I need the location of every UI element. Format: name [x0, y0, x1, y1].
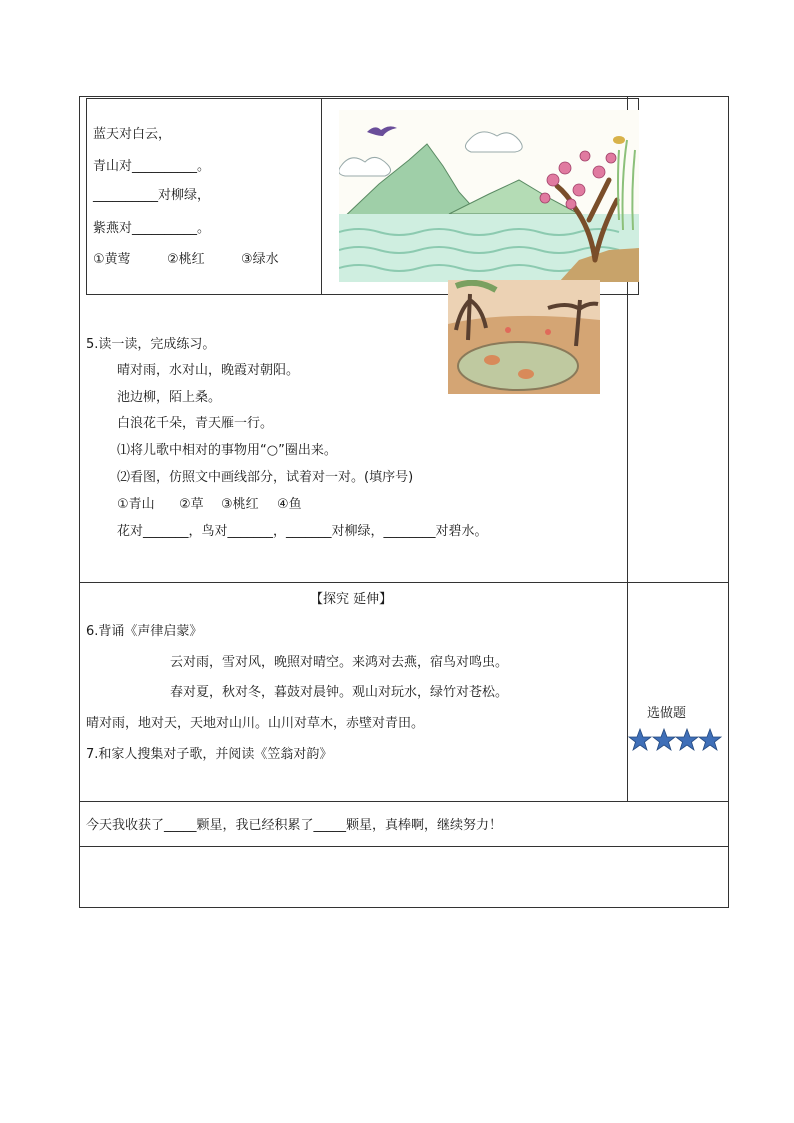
q6-line-2: 春对夏，秋对冬，暮鼓对晨钟。观山对玩水，绿竹对苍松。 [170, 685, 509, 700]
table-border-right [728, 96, 729, 907]
couplet-option-2: ②桃红 [167, 252, 205, 267]
table-border-left [79, 96, 80, 907]
couplet-line-3: __________对柳绿， [93, 188, 211, 203]
star-icon [675, 728, 699, 752]
row-divider-1 [79, 582, 729, 583]
row-divider-2 [79, 801, 729, 802]
q5-option-1: ①青山 [117, 497, 155, 512]
couplet-line-1: 蓝天对白云， [93, 127, 172, 142]
q5-task-1: ⑴将儿歌中相对的事物用“○”圈出来。 [117, 443, 337, 458]
couplet-line-4: 紫燕对__________。 [93, 221, 211, 236]
star-icon [698, 728, 722, 752]
section-header: 【探究 延伸】 [310, 592, 393, 607]
couplet-line-2: 青山对__________。 [93, 159, 211, 174]
q5-option-4: ④鱼 [277, 497, 302, 512]
q6-line-3: 晴对雨，地对天，天地对山川。山川对草木，赤壁对青田。 [86, 716, 425, 731]
summary-text: 今天我收获了_____颗星，我已经积累了_____颗星，真棒啊，继续努力！ [86, 818, 503, 833]
q7-text: 7.和家人搜集对子歌，并阅读《笠翁对韵》 [86, 747, 333, 762]
table-border-top [79, 96, 729, 97]
q5-poem-line-2: 池边柳，陌上桑。 [117, 390, 222, 405]
couplet-box-divider [321, 98, 322, 295]
row-divider-3 [79, 846, 729, 847]
pond-illustration [448, 280, 600, 394]
q5-poem-line-1: 晴对雨，水对山，晚霞对朝阳。 [117, 363, 300, 378]
q5-option-2: ②草 [179, 497, 204, 512]
q5-option-3: ③桃红 [221, 497, 259, 512]
star-icon [628, 728, 652, 752]
landscape-illustration [339, 110, 639, 282]
star-icon [652, 728, 676, 752]
optional-label: 选做题 [647, 706, 687, 721]
q6-title: 6.背诵《声律启蒙》 [86, 624, 203, 639]
q5-title: 5.读一读，完成练习。 [86, 337, 216, 352]
q6-line-1: 云对雨，雪对风，晚照对晴空。来鸿对去燕，宿鸟对鸣虫。 [170, 655, 509, 670]
couplet-option-1: ①黄莺 [93, 252, 131, 267]
couplet-option-3: ③绿水 [241, 252, 279, 267]
q5-fill-line: 花对_______，鸟对_______，_______对柳绿，________对碧水。 [117, 524, 488, 539]
table-border-bottom [79, 907, 729, 908]
q5-poem-line-3: 白浪花千朵，青天雁一行。 [117, 416, 274, 431]
q5-task-2: ⑵看图，仿照文中画线部分，试着对一对。(填序号) [117, 470, 414, 485]
